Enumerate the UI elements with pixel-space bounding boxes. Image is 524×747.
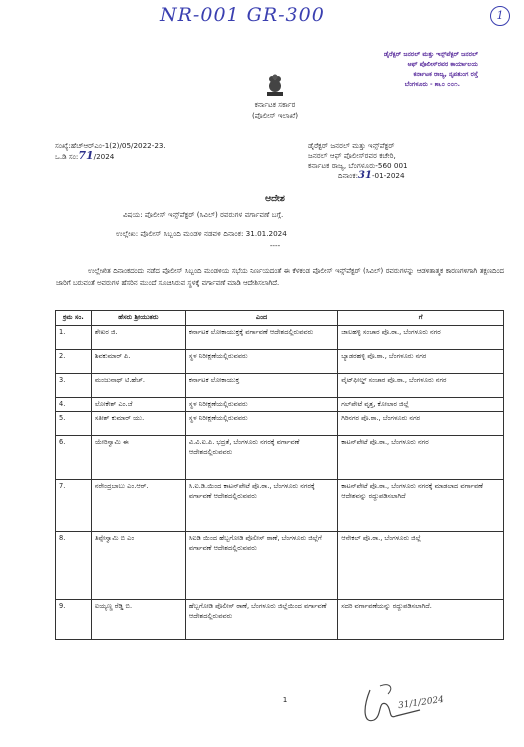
state-emblem-icon bbox=[264, 73, 286, 97]
header-sl: ಕ್ರಮ ಸಂ. bbox=[56, 311, 92, 326]
cell-to: ಕಾಟನ್‌ಪೇಟೆ ಪೊ.ಠಾ., ಬೆಂಗಳೂರು ನಗರ bbox=[338, 436, 504, 480]
cell-from: ಸ್ಥಳ ನಿರೀಕ್ಷಣೆಯಲ್ಲಿರುವವರು bbox=[185, 349, 337, 373]
office-line: ಜನರಲ್ ಆಫ್ ಪೊಲೀಸ್‌ರವರ ಕಚೇರಿ, bbox=[308, 151, 396, 160]
cell-from: ಸ್ಥಳ ನಿರೀಕ್ಷಣೆಯಲ್ಲಿರುವವರು bbox=[185, 397, 337, 412]
table-row bbox=[56, 600, 504, 640]
dispatch-number bbox=[55, 151, 114, 162]
dispatch-label: ಒ.ಡಿ ಸಂ: bbox=[55, 152, 79, 161]
table-row bbox=[56, 373, 504, 397]
stamp-line: ಕರ್ನಾಟಕ ರಾಜ್ಯ, ನೃಪತುಂಗ ರಸ್ತೆ bbox=[413, 71, 478, 78]
header-to: ಗೆ bbox=[338, 311, 504, 326]
cell-sl: 7. bbox=[56, 480, 92, 532]
table-row bbox=[56, 436, 504, 480]
table-header-row bbox=[56, 311, 504, 326]
cell-from: ವಿ.ವಿ.ಐ.ಪಿ. ಭದ್ರತೆ, ಬೆಂಗಳೂರು ನಗರಕ್ಕೆ ವರ್ಗಾವಣೆ ಆದೇಶದಲ್ಲಿರುವವರು bbox=[185, 436, 337, 480]
cell-to: ಬ್ಯಾಡರಹಳ್ಳಿ ಪೊ.ಠಾ., ಬೆಂಗಳೂರು ನಗರ bbox=[338, 349, 504, 373]
office-line: ಡೈರೆಕ್ಟರ್ ಜನರಲ್ ಮತ್ತು ಇನ್ಸ್‌ಪೆಕ್ಟರ್ bbox=[308, 141, 395, 150]
cell-to: ಗಲ್‌ಪೇಟೆ ವೃತ್ತ, ಕೋಲಾರ ಜಿಲ್ಲೆ bbox=[338, 397, 504, 412]
order-reference: ಉಲ್ಲೇಖ: ಪೊಲೀಸ್ ಸಿಬ್ಬಂದಿ ಮಂಡಳಿ ನಡವಳಿ ದಿನಾಂಕ: 31.01.2024 bbox=[116, 229, 287, 238]
cell-to: ಕಾಟನ್‌ಪೇಟೆ ಪೊ.ಠಾ., ಬೆಂಗಳೂರು ನಗರಕ್ಕೆ ಮಾಡಲಾದ ವರ್ಗಾವಣೆ ಆದೇಶವನ್ನು ರದ್ದುಪಡಿಸಲಾಗಿದೆ bbox=[338, 480, 504, 532]
cell-to: ಜಾಲಹಳ್ಳಿ ಸಂಚಾರ ಪೊ.ಠಾ., ಬೆಂಗಳೂರು ನಗರ bbox=[338, 325, 504, 349]
cell-sl: 8. bbox=[56, 532, 92, 600]
date-rest: -01-2024 bbox=[371, 171, 405, 180]
cell-from: ಸಿ.ಐ.ಡಿ.ಯಿಂದ ಕಾಟನ್‌ಪೇಟೆ ಪೊ.ಠಾ., ಬೆಂಗಳೂರು ನಗರಕ್ಕೆ ವರ್ಗಾವಣೆ ಆದೇಶದಲ್ಲಿರುವವರು bbox=[185, 480, 337, 532]
cell-to: ಆನೇಕಲ್ ಪೊ.ಠಾ., ಬೆಂಗಳೂರು ಜಿಲ್ಲೆ bbox=[338, 532, 504, 600]
reference-number: ಸಂಖ್ಯೆ:ಹೆಚ್‌ಆರ್‌ಎಂ-1(2)/05/2022-23. bbox=[55, 141, 166, 150]
stamp-line: ಆಫ್ ಪೊಲೀಸ್‌ರವರ ಕಾರ್ಯಾಲಯ bbox=[407, 61, 478, 68]
order-body: ಉಲ್ಲೇಖಿತ ದಿನಾಂಕದಂದು ನಡೆದ ಪೊಲೀಸ್ ಸಿಬ್ಬಂದಿ ಮಂಡಳಿಯ ಸಭೆಯ ನಿರ್ಣಯದಂತೆ ಈ ಕೆಳಕಂಡ ಪೊಲೀಸ್ ಇನ್ಸ್‌ಪೆಕ್ಟರ್ (ಸಿವಿಲ್) ರವರುಗಳನ್ನು ಆಡಳಿತಾತ್ಮಕ ಕಾರಣಗಳಿಗಾಗಿ ತಕ್ಷಣದಿಂದ ಜಾರಿಗೆ ಬರುವಂತೆ ಅವರುಗಳ ಹೆಸರಿನ ಮುಂದೆ ಸೂಚಿಸಿರುವ ಸ್ಥಳಕ್ಕೆ ವರ್ಗಾವಣೆ ಮಾಡಿ ಆದೇಶಿಸಲಾಗಿದೆ. bbox=[56, 267, 504, 287]
date-handwritten-day: 31 bbox=[358, 170, 372, 181]
signature-date: 31/1/2024 bbox=[397, 694, 445, 712]
table-row bbox=[56, 325, 504, 349]
handwritten-reference: NR-001 GR-300 bbox=[160, 4, 325, 26]
cell-from: ಕರ್ನಾಟಕ ಲೋಕಾಯುಕ್ತಕ್ಕೆ ವರ್ಗಾವಣೆ ಆದೇಶದಲ್ಲಿರುವವರು bbox=[185, 325, 337, 349]
transfer-table bbox=[55, 310, 504, 640]
cell-from: ಸ್ಥಳ ನಿರೀಕ್ಷಣೆಯಲ್ಲಿರುವವರು bbox=[185, 412, 337, 436]
dispatch-handwritten-number: 71 bbox=[78, 149, 94, 162]
order-title: ಆದೇಶ bbox=[265, 194, 285, 204]
order-subject: ವಿಷಯ: ಪೊಲೀಸ್ ಇನ್ಸ್‌ಪೆಕ್ಟರ್ (ಸಿವಿಲ್) ರವರುಗಳ ವರ್ಗಾವಣೆ ಬಗ್ಗೆ. bbox=[123, 210, 284, 219]
cell-name: ಶೇಖರ ಜಿ. bbox=[91, 325, 185, 349]
govt-title: ಕರ್ನಾಟಕ ಸರ್ಕಾರ bbox=[254, 100, 296, 109]
cell-name: ಮಂಜುನಾಥ್ ಟಿ.ಹೆಚ್. bbox=[91, 373, 185, 397]
office-date bbox=[308, 171, 508, 181]
stamp-line: ಬೆಂಗಳೂರು - ೫೬೦ ೦೦೧. bbox=[404, 81, 460, 88]
cell-sl: 6. bbox=[56, 436, 92, 480]
cell-name: ಐಯ್ಯಣ್ಣ ರೆಡ್ಡಿ ಬಿ. bbox=[91, 600, 185, 640]
stamp-line: ಡೈರೆಕ್ಟರ್ ಜನರಲ್ ಮತ್ತು ಇನ್ಸ್‌ಪೆಕ್ಟರ್ ಜನರಲ್ bbox=[383, 51, 478, 58]
date-label: ದಿನಾಂಕ: bbox=[338, 171, 359, 180]
page-circle-mark bbox=[490, 6, 510, 26]
office-address bbox=[308, 141, 508, 181]
dept-title: (ಪೊಲೀಸ್ ಇಲಾಖೆ) bbox=[251, 111, 299, 120]
header-name: ಹೆಸರು ಶ್ರೀಯುತರು bbox=[91, 311, 185, 326]
cell-from: ಹೆಬ್ಬಗೋಡಿ ಪೊಲೀಸ್ ಠಾಣೆ, ಬೆಂಗಳೂರು ಜಿಲ್ಲೆಯಿಂದ ವರ್ಗಾವಣೆ ಆದೇಶದಲ್ಲಿರುವವರು bbox=[185, 600, 337, 640]
cell-name: ಯೇರಿಸ್ವಾಮಿ ಈ bbox=[91, 436, 185, 480]
dispatch-year: /2024 bbox=[93, 152, 115, 161]
cell-to: ಸದರಿ ವರ್ಗಾವಣೆಯನ್ನು ರದ್ದುಪಡಿಸಲಾಗಿದೆ. bbox=[338, 600, 504, 640]
cell-to: ಗಿರಿನಗರ ಪೊ.ಠಾ., ಬೆಂಗಳೂರು ನಗರ bbox=[338, 412, 504, 436]
header-from: ಎಂದ bbox=[185, 311, 337, 326]
cell-sl: 3. bbox=[56, 373, 92, 397]
cell-name: ಲೋಕೇಶ್ ಎಂ.ಜೆ bbox=[91, 397, 185, 412]
office-line: ಕರ್ನಾಟಕ ರಾಜ್ಯ, ಬೆಂಗಳೂರು-560 001 bbox=[308, 161, 408, 170]
table-row bbox=[56, 480, 504, 532]
cell-name: ಸತೀಶ್ ಕುಮಾರ್ ಯು. bbox=[91, 412, 185, 436]
cell-sl: 1. bbox=[56, 325, 92, 349]
cell-sl: 2. bbox=[56, 349, 92, 373]
cell-name: ಶಿವಕುಮಾರ್ ಪಿ. bbox=[91, 349, 185, 373]
page-circle-number: 1 bbox=[496, 9, 504, 22]
table-row bbox=[56, 412, 504, 436]
table-row bbox=[56, 532, 504, 600]
separator: ---- bbox=[269, 241, 281, 250]
cell-name: ತಿಪ್ಪೇಸ್ವಾಮಿ ಬಿ ಎಂ bbox=[91, 532, 185, 600]
cell-to: ವೈಟ್‌ಫೀಲ್ಡ್ ಸಂಚಾರ ಪೊ.ಠಾ., ಬೆಂಗಳೂರು ನಗರ bbox=[338, 373, 504, 397]
cell-sl: 5. bbox=[56, 412, 92, 436]
cell-from: ಸಿಐಡಿ ಯಿಂದ ಹೆಬ್ಬಗೋಡಿ ಪೊಲೀಸ್ ಠಾಣೆ, ಬೆಂಗಳೂರು ಜಿಲ್ಲೆಗೆ ವರ್ಗಾವಣೆ ಆದೇಶದಲ್ಲಿರುವವರು bbox=[185, 532, 337, 600]
cell-from: ಕರ್ನಾಟಕ ಲೋಕಾಯುಕ್ತ bbox=[185, 373, 337, 397]
cell-sl: 9. bbox=[56, 600, 92, 640]
page-number: 1 bbox=[282, 695, 288, 704]
office-stamp bbox=[300, 50, 478, 90]
table-row bbox=[56, 397, 504, 412]
cell-name: ನರೇಂದ್ರಬಾಬು ಎಂ.ಆರ್. bbox=[91, 480, 185, 532]
cell-sl: 4. bbox=[56, 397, 92, 412]
table-row bbox=[56, 349, 504, 373]
